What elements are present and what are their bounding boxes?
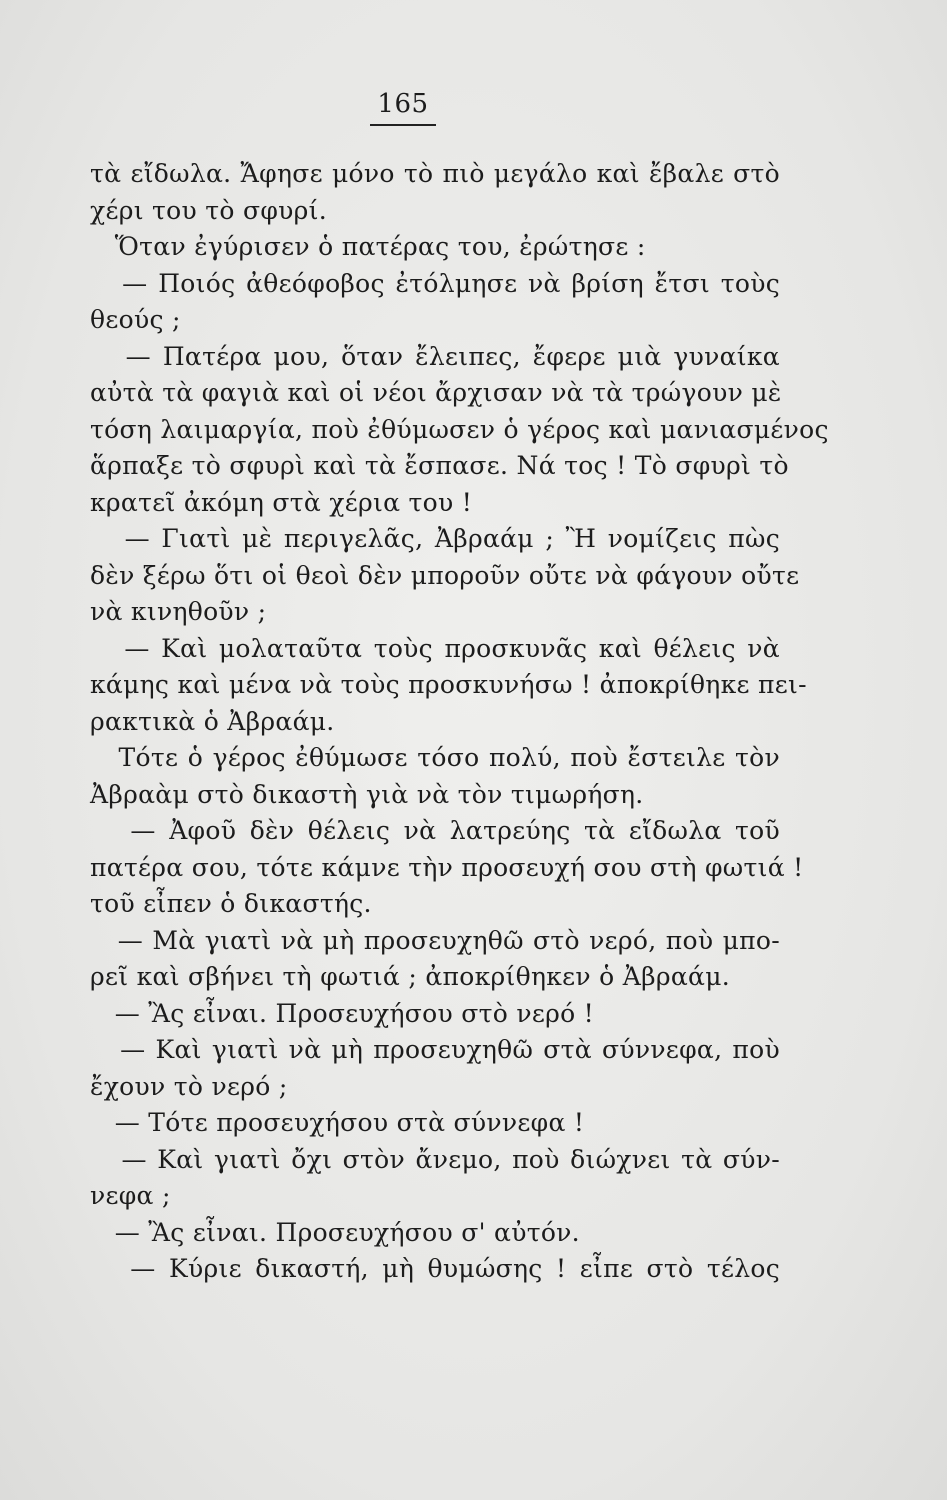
text-line: ρεῖ καὶ σβήνει τὴ φωτιά ; ἀποκρίθηκεν ὁ Ἀβραάμ. bbox=[90, 962, 731, 991]
page-number-underline bbox=[370, 124, 436, 126]
text-line: νὰ κινηθοῦν ; bbox=[90, 597, 267, 626]
text-body bbox=[90, 156, 829, 1288]
text-line: — Πατέρα μου, ὅταν ἔλειπες, ἔφερε μιὰ γυναίκα bbox=[90, 341, 780, 371]
text-line: — Καὶ μολαταῦτα τοὺς προσκυνᾶς καὶ θέλεις νὰ bbox=[90, 633, 780, 663]
text-line: Τότε ὁ γέρος ἐθύμωσε τόσο πολύ, ποὺ ἔστειλε τὸν bbox=[90, 743, 780, 772]
text-line: — Ἂς εἶναι. Προσευχήσου στὸ νερό ! bbox=[90, 998, 595, 1028]
text-line: — Κύριε δικαστή, μὴ θυμώσης ! εἶπε στὸ τέλος bbox=[90, 1254, 780, 1283]
text-line: κάμης καὶ μένα νὰ τοὺς προσκυνήσω ! ἀποκρίθηκε πει- bbox=[90, 670, 807, 699]
text-line: αὐτὰ τὰ φαγιὰ καὶ οἱ νέοι ἄρχισαν νὰ τὰ τρώγουν μὲ bbox=[90, 378, 782, 407]
text-line: — Γιατὶ μὲ περιγελᾶς, Ἀβραάμ ; Ἢ νομίζεις πὼς bbox=[90, 524, 780, 553]
text-line: τὰ εἴδωλα. Ἄφησε μόνο τὸ πιὸ μεγάλο καὶ ἔβαλε στὸ bbox=[90, 159, 780, 188]
text-line: ἔχουν τὸ νερό ; bbox=[90, 1071, 288, 1101]
text-line: — Μὰ γιατὶ νὰ μὴ προσευχηθῶ στὸ νερό, ποὺ μπο- bbox=[90, 925, 780, 955]
text-line: κρατεῖ ἀκόμη στὰ χέρια του ! bbox=[90, 487, 473, 517]
text-line: — Ἀφοῦ δὲν θέλεις νὰ λατρεύης τὰ εἴδωλα τοῦ bbox=[90, 816, 780, 845]
text-line: θεούς ; bbox=[90, 305, 181, 334]
text-line: νεφα ; bbox=[90, 1181, 171, 1210]
text-line: πατέρα σου, τότε κάμνε τὴν προσευχή σου στὴ φωτιά ! bbox=[90, 852, 804, 882]
text-line: — Καὶ γιατὶ νὰ μὴ προσευχηθῶ στὰ σύννεφα, ποὺ bbox=[90, 1035, 780, 1064]
page-number: 165 bbox=[377, 89, 429, 119]
text-line: χέρι του τὸ σφυρί. bbox=[90, 195, 328, 225]
text-line: ρακτικὰ ὁ Ἀβραάμ. bbox=[90, 706, 335, 736]
text-line: ἅρπαξε τὸ σφυρὶ καὶ τὰ ἔσπασε. Νά τος ! Τὸ σφυρὶ τὸ bbox=[90, 451, 789, 480]
text-line: Ὅταν ἐγύρισεν ὁ πατέρας του, ἐρώτησε : bbox=[90, 232, 646, 261]
text-line: Ἀβραὰμ στὸ δικαστὴ γιὰ νὰ τὸν τιμωρήση. bbox=[90, 779, 644, 809]
text-line: — Καὶ γιατὶ ὄχι στὸν ἄνεμο, ποὺ διώχνει τὰ σύν- bbox=[90, 1144, 780, 1174]
text-line: τόση λαιμαργία, ποὺ ἐθύμωσεν ὁ γέρος καὶ μανιασμένος bbox=[90, 414, 829, 444]
text-line: — Ποιός ἀθεόφοβος ἐτόλμησε νὰ βρίση ἔτσι τοὺς bbox=[90, 268, 780, 298]
text-line: — Τότε προσευχήσου στὰ σύννεφα ! bbox=[90, 1108, 585, 1137]
text-line: τοῦ εἶπεν ὁ δικαστής. bbox=[90, 889, 372, 918]
text-line: δὲν ξέρω ὅτι οἱ θεοὶ δὲν μποροῦν οὔτε νὰ φάγουν οὔτε bbox=[90, 560, 800, 590]
text-line: — Ἂς εἶναι. Προσευχήσου σ' αὐτόν. bbox=[90, 1217, 580, 1247]
